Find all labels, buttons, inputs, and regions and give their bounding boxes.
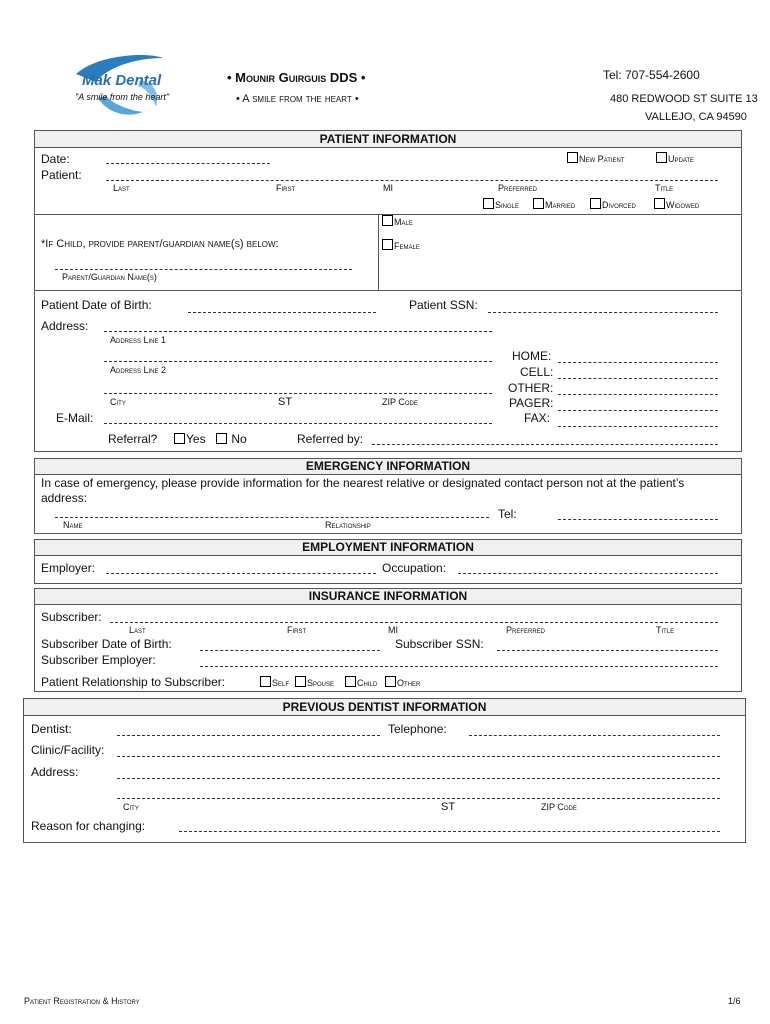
referral-yes-label: Yes (186, 432, 206, 446)
child-note: *If Child, provide parent/guardian name(s) below: (41, 238, 279, 250)
sub-col-first: First (287, 625, 307, 635)
referred-by-label: Referred by: (297, 432, 364, 446)
clinic-field[interactable] (117, 756, 720, 757)
male-option[interactable] (382, 215, 413, 227)
clinic-label: Clinic/Facility: (31, 743, 105, 757)
logo-brand: Mak Dental (82, 72, 162, 89)
email-field[interactable] (104, 423, 492, 424)
address-line1-field[interactable] (104, 331, 492, 332)
self-checkbox[interactable] (260, 676, 271, 687)
male-checkbox[interactable] (382, 215, 393, 226)
relationship-label: Patient Relationship to Subscriber: (41, 675, 226, 689)
zip-label: ZIP Code (382, 397, 418, 407)
divider (378, 214, 379, 290)
spouse-checkbox[interactable] (295, 676, 306, 687)
pager-field[interactable] (558, 410, 718, 411)
subscriber-employer-label: Subscriber Employer: (41, 653, 156, 667)
address-line1-label: Address Line 1 (110, 335, 167, 345)
divorced-checkbox[interactable] (590, 198, 601, 209)
widowed-checkbox[interactable] (654, 198, 665, 209)
child-option[interactable] (345, 676, 377, 688)
previous-dentist-section-title: PREVIOUS DENTIST INFORMATION (24, 699, 745, 716)
emergency-relationship-label: Relationship (325, 520, 371, 530)
new-patient-option[interactable] (567, 152, 625, 164)
reason-label: Reason for changing: (31, 819, 146, 833)
emergency-tel-label: Tel: (498, 507, 517, 521)
widowed-label: Widowed (666, 200, 700, 210)
divorced-option[interactable] (590, 198, 636, 210)
referral-yes-checkbox[interactable] (174, 433, 185, 444)
other-label: OTHER: (508, 381, 554, 395)
date-field[interactable] (106, 163, 270, 164)
sub-col-title: Title (656, 625, 675, 635)
reason-field[interactable] (179, 831, 720, 832)
patient-section-title: PATIENT INFORMATION (35, 131, 741, 148)
sub-col-preferred: Preferred (506, 625, 546, 635)
cell-phone-field[interactable] (558, 378, 718, 379)
subscriber-employer-field[interactable] (200, 666, 718, 667)
home-phone-field[interactable] (558, 362, 718, 363)
single-checkbox[interactable] (483, 198, 494, 209)
referral-yes-option[interactable] (174, 432, 206, 446)
prev-city-state-zip-field[interactable] (117, 798, 720, 799)
male-label: Male (394, 217, 413, 227)
emergency-tel-field[interactable] (558, 519, 718, 520)
email-label: E-Mail: (56, 411, 94, 425)
fax-label: FAX: (524, 411, 551, 425)
address-label: Address: (41, 319, 89, 333)
guardian-field[interactable] (55, 269, 352, 270)
col-preferred: Preferred (498, 183, 538, 193)
ssn-field[interactable] (488, 312, 718, 313)
employer-field[interactable] (106, 573, 376, 574)
logo-tagline: "A smile from the heart" (75, 92, 170, 102)
dob-field[interactable] (188, 312, 376, 313)
phone: Tel: 707-554-2600 (603, 68, 700, 82)
subscriber-dob-label: Subscriber Date of Birth: (41, 637, 172, 651)
single-label: Single (495, 200, 520, 210)
patient-name-field[interactable] (106, 180, 718, 181)
female-checkbox[interactable] (382, 239, 393, 250)
telephone-label: Telephone: (388, 722, 447, 736)
referral-no-option[interactable] (216, 432, 247, 446)
new-patient-label: New Patient (579, 154, 625, 164)
divorced-label: Divorced (602, 200, 636, 210)
subscriber-dob-field[interactable] (200, 650, 380, 651)
other-label: Other (397, 678, 421, 688)
sub-col-last: Last (129, 625, 146, 635)
child-label: Child (357, 678, 378, 688)
pager-label: PAGER: (509, 396, 554, 410)
prev-zip-label: ZIP Code (541, 802, 577, 812)
footer-title: Patient Registration & History (24, 996, 140, 1006)
other-checkbox[interactable] (385, 676, 396, 687)
emergency-name-field[interactable] (55, 517, 489, 518)
home-label: HOME: (512, 349, 552, 363)
occupation-field[interactable] (458, 573, 718, 574)
referral-no-checkbox[interactable] (216, 433, 227, 444)
slogan: • A smile from the heart • (236, 93, 359, 105)
spouse-option[interactable] (295, 676, 334, 688)
update-label: Update (668, 154, 695, 164)
widowed-option[interactable] (654, 198, 699, 210)
address-line-2: VALLEJO, CA 94590 (645, 111, 747, 123)
emergency-name-label: Name (63, 520, 83, 530)
dentist-label: Dentist: (31, 722, 72, 736)
address-line2-field[interactable] (104, 361, 492, 362)
occupation-label: Occupation: (382, 561, 447, 575)
fax-field[interactable] (558, 426, 718, 427)
subscriber-ssn-label: Subscriber SSN: (395, 637, 484, 651)
child-checkbox[interactable] (345, 676, 356, 687)
married-checkbox[interactable] (533, 198, 544, 209)
female-option[interactable] (382, 239, 420, 251)
cell-label: CELL: (520, 365, 554, 379)
emergency-text-2: address: (41, 491, 88, 505)
self-label: Self (272, 678, 290, 688)
guardian-label: Parent/Guardian Name(s) (62, 272, 157, 282)
address-line-1: 480 REDWOOD ST SUITE 13 (610, 93, 758, 105)
employer-label: Employer: (41, 561, 96, 575)
insurance-section-title: INSURANCE INFORMATION (35, 589, 741, 605)
divider (34, 290, 741, 291)
prev-address-field[interactable] (117, 778, 720, 779)
referral-no-label: No (231, 432, 247, 446)
page-number: 1/6 (728, 996, 741, 1006)
new-patient-checkbox[interactable] (567, 152, 578, 163)
married-option[interactable] (533, 198, 575, 210)
telephone-field[interactable] (469, 735, 720, 736)
address-line2-label: Address Line 2 (110, 365, 167, 375)
col-first: First (276, 183, 296, 193)
single-option[interactable] (483, 198, 519, 210)
doctor-name: • Mounir Guirguis DDS • (227, 70, 366, 85)
subscriber-label: Subscriber: (41, 610, 102, 624)
subscriber-name-field[interactable] (110, 622, 718, 623)
dentist-field[interactable] (117, 735, 380, 736)
other-phone-field[interactable] (558, 394, 718, 395)
update-option[interactable] (656, 152, 694, 164)
col-last: Last (113, 183, 130, 193)
emergency-text: In case of emergency, please provide information for the nearest relative or designated contact person not at the patient’s (41, 476, 685, 490)
state-label: ST (278, 396, 293, 408)
col-mi: MI (383, 183, 393, 193)
update-checkbox[interactable] (656, 152, 667, 163)
subscriber-ssn-field[interactable] (497, 650, 718, 651)
prev-city-label: City (123, 802, 139, 812)
col-title: Title (655, 183, 674, 193)
date-label: Date: (41, 152, 70, 166)
female-label: Female (394, 241, 420, 251)
dob-label: Patient Date of Birth: (41, 298, 152, 312)
self-option[interactable] (260, 676, 289, 688)
patient-label: Patient: (41, 168, 82, 182)
referred-by-field[interactable] (372, 444, 718, 445)
married-label: Married (545, 200, 576, 210)
prev-state-label: ST (441, 801, 456, 813)
city-label: City (110, 397, 126, 407)
city-state-zip-field[interactable] (104, 393, 492, 394)
referral-label: Referral? (108, 432, 158, 446)
employment-section-title: EMPLOYMENT INFORMATION (35, 540, 741, 556)
prev-address-label: Address: (31, 765, 79, 779)
spouse-label: Spouse (307, 678, 335, 688)
emergency-section-title: EMERGENCY INFORMATION (35, 459, 741, 475)
sub-col-mi: MI (388, 625, 398, 635)
other-option[interactable] (385, 676, 420, 688)
ssn-label: Patient SSN: (409, 298, 478, 312)
